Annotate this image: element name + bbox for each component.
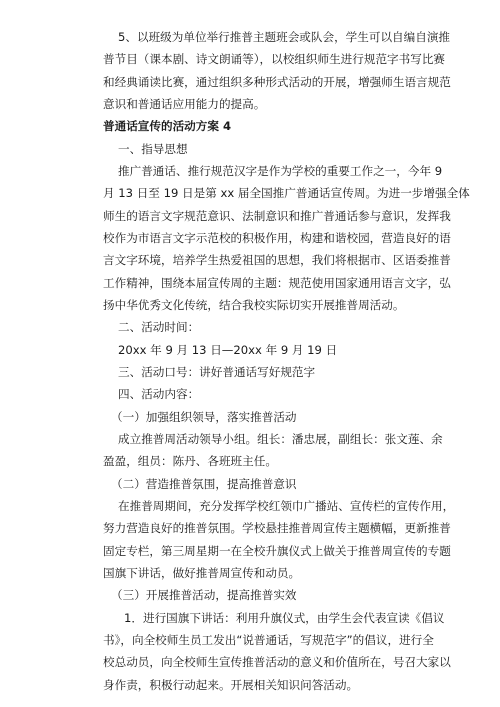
text-line: 国旗下讲话，做好推普周宣传和动员。 [103, 566, 301, 580]
text-line: 校总动员，向全校师生宣传推普活动的意义和价值所在，号召大家以 [103, 655, 451, 669]
text-line: 5、以班级为单位举行推普主题班会或队会，学生可以自编自演推 [118, 30, 451, 44]
text-line: 成立推普周活动领导小组。组长：潘忠展，副组长：张文莲、余 [118, 432, 443, 446]
text-line: 推广普通话、推行规范汉字是作为学校的重要工作之一，今年 9 [118, 164, 443, 178]
subsection-heading: 四、活动内容： [118, 387, 200, 401]
text-line: 和经典诵读比赛，通过组织多种形式活动的开展，增强师生语言规范 [103, 75, 451, 89]
text-line: 言文字环境，培养学生热爱祖国的思想，我们将根据市、区语委推普 [103, 253, 451, 267]
text-line: 师生的语言文字规范意识、法制意识和推广普通话参与意识，发挥我 [103, 209, 451, 223]
subsection-heading: （三）开展推普活动，提高推普实效 [111, 588, 297, 602]
text-line: 盈盈，组员：陈丹、各班班主任。 [103, 454, 277, 468]
text-line: 意识和普通话应用能力的提高。 [103, 97, 266, 111]
subsection-heading: 三、活动口号：讲好普通话写好规范字 [118, 365, 316, 379]
text-line: 工作精神，围绕本届宣传周的主题：规范使用国家通用语言文字，弘 [103, 276, 451, 290]
text-line: 在推普周期间，充分发挥学校红领巾广播站、宣传栏的宣传作用， [118, 499, 455, 513]
text-line: 书》，向全校师生员工发出“说普通话，写规范字”的倡议，进行全 [103, 633, 434, 647]
text-line: 身作责，积极行动起来。开展相关知识问答活动。 [103, 678, 359, 692]
text-line: 固定专栏，第三周星期一在全校升旗仪式上做关于推普周宣传的专题 [103, 544, 451, 558]
text-line: 努力营造良好的推普氛围。学校悬挂推普周宣传主题横幅，更新推普 [103, 521, 451, 535]
subsection-heading: （一）加强组织领导，落实推普活动 [111, 410, 297, 424]
subsection-heading: 二、活动时间： [118, 320, 200, 334]
text-line: 月 13 日至 19 日是第 xx 届全国推广普通话宣传周。为进一步增强全体 [103, 186, 470, 200]
text-line: 20xx 年 9 月 13 日—20xx 年 9 月 19 日 [118, 343, 338, 357]
text-line: 普节目（课本剧、诗文朗诵等），以校组织师生进行规范字书写比赛 [103, 52, 446, 66]
section-heading: 普通话宣传的活动方案 4 [103, 119, 232, 133]
subsection-heading: （二）营造推普氛围，提高推普意识 [111, 477, 297, 491]
text-line: 扬中华优秀文化传统，结合我校实际切实开展推普周活动。 [103, 298, 405, 312]
text-line: 1．进行国旗下讲话：利用升旗仪式，由学生会代表宣读《倡议 [124, 611, 445, 625]
subsection-heading: 一、指导思想 [118, 142, 188, 156]
text-line: 校作为市语言文字示范校的积极作用，构建和谐校园，营造良好的语 [103, 231, 451, 245]
